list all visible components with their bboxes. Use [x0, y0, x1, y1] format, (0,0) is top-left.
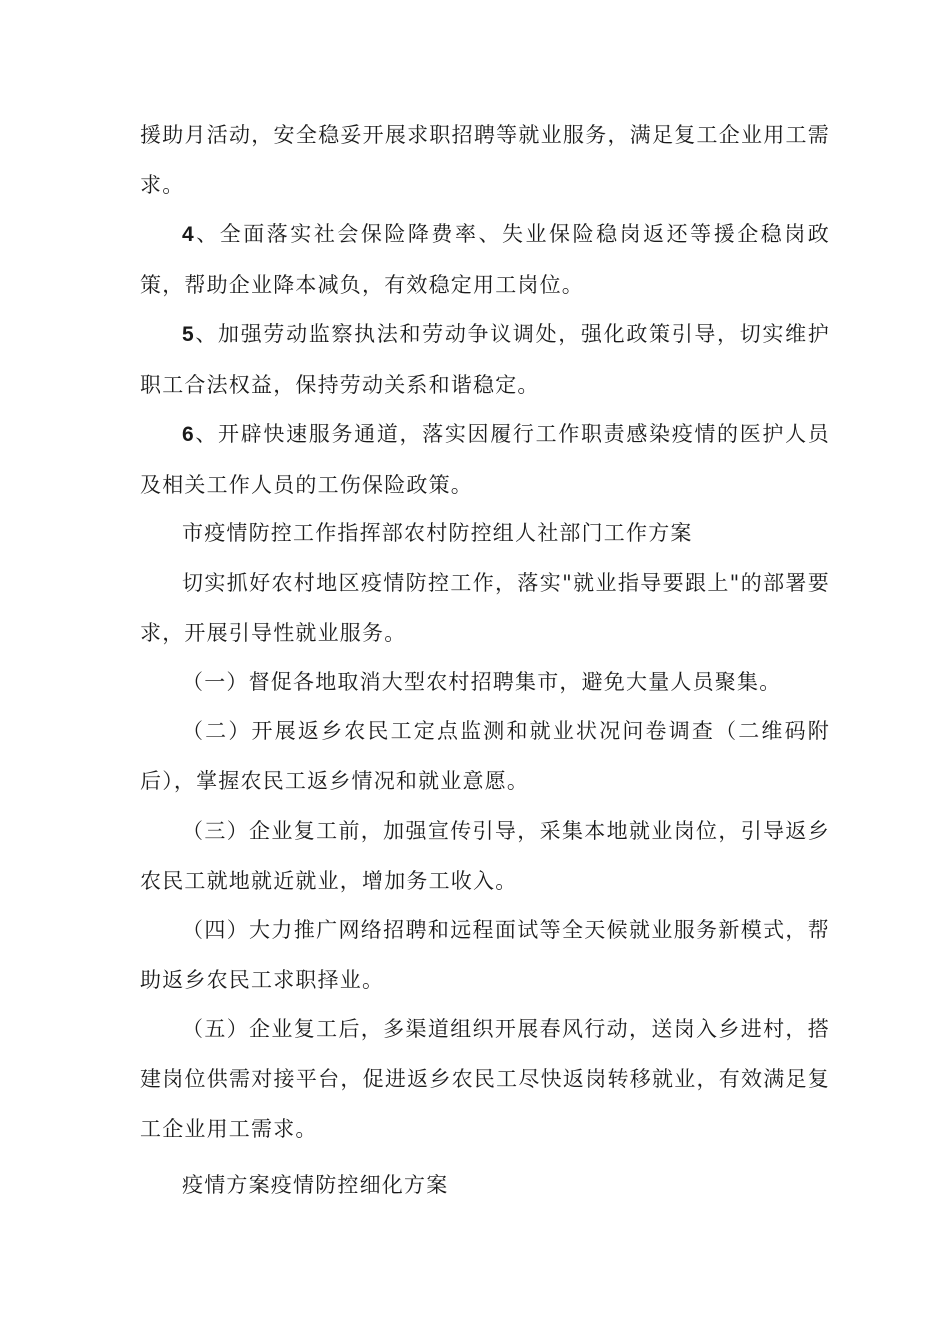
paragraph-item-6 — [140, 409, 830, 510]
paragraph-item-two — [140, 706, 830, 806]
paragraph-text: （四）大力推广网络招聘和远程面试等全天候就业服务新模式，帮助返乡农民工求职择业。 — [140, 918, 830, 992]
paragraph-intro — [140, 558, 830, 658]
paragraph-text: 、开辟快速服务通道，落实因履行工作职责感染疫情的医护人员及相关工作人员的工伤保险政策。 — [140, 422, 830, 497]
section-heading: 疫情方案疫情防控细化方案 — [182, 1173, 449, 1197]
paragraph-item-4 — [140, 209, 830, 310]
paragraph-text: （五）企业复工后，多渠道组织开展春风行动，送岗入乡进村，搭建岗位供需对接平台，促进返乡农民工尽快返岗转移就业，有效满足复工企业用工需求。 — [140, 1017, 830, 1141]
item-number: 4 — [182, 223, 195, 246]
paragraph-text: （二）开展返乡农民工定点监测和就业状况问卷调查（二维码附后），掌握农民工返乡情况和就业意愿。 — [140, 719, 830, 793]
paragraph-text: 切实抓好农村地区疫情防控工作，落实"就业指导要跟上"的部署要求，开展引导性就业服务。 — [140, 571, 830, 645]
paragraph-item-five — [140, 1004, 830, 1154]
paragraph-text: （一）督促各地取消大型农村招聘集市，避免大量人员聚集。 — [182, 670, 782, 694]
paragraph-text: 援助月活动，安全稳妥开展求职招聘等就业服务，满足复工企业用工需求。 — [140, 123, 830, 197]
paragraph-item-5 — [140, 309, 830, 410]
paragraph-item-three — [140, 806, 830, 906]
paragraph-item-one — [140, 657, 830, 707]
paragraph-item-four — [140, 905, 830, 1005]
section-heading: 市疫情防控工作指挥部农村防控组人社部门工作方案 — [182, 521, 693, 545]
paragraph-continuation — [140, 110, 830, 210]
item-number: 5 — [182, 323, 195, 346]
paragraph-text: （三）企业复工前，加强宣传引导，采集本地就业岗位，引导返乡农民工就地就近就业，增加务工收入。 — [140, 819, 830, 893]
item-number: 6 — [182, 423, 195, 446]
paragraph-text: 、加强劳动监察执法和劳动争议调处，强化政策引导，切实维护职工合法权益，保持劳动关系和谐稳定。 — [140, 322, 830, 397]
paragraph-text: 、全面落实社会保险降费率、失业保险稳岗返还等援企稳岗政策，帮助企业降本减负，有效稳定用工岗位。 — [140, 222, 830, 297]
